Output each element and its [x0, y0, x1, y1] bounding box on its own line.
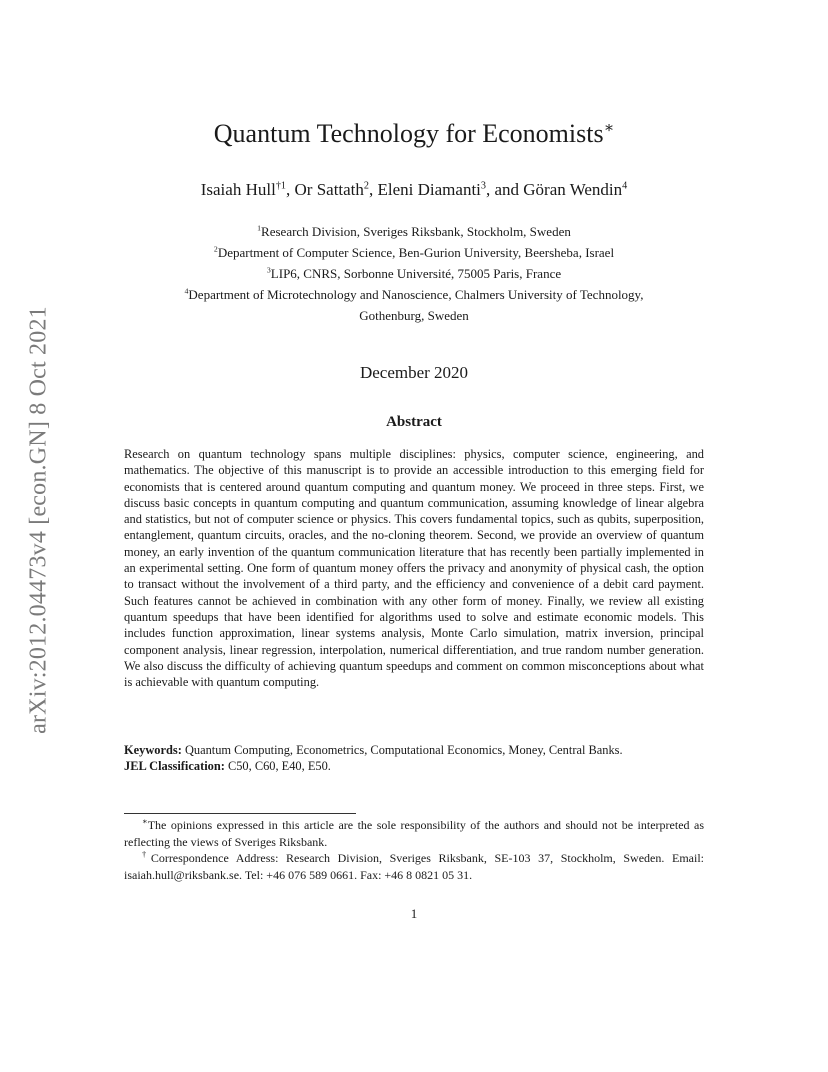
- affiliation: [0, 221, 828, 242]
- footnote-text: The opinions expressed in this article are the sole responsibility of the authors and should not be interpreted as reflecting the views of Sveriges Riksbank.: [124, 818, 704, 849]
- keywords-line: [124, 742, 724, 758]
- affiliation: [0, 263, 828, 284]
- affiliation-mark: 1: [257, 223, 262, 233]
- footnote-mark: ∗: [142, 817, 148, 826]
- publication-date: December 2020: [359, 363, 469, 382]
- author-name: Or Sattath: [294, 180, 364, 199]
- affiliation: [0, 242, 828, 263]
- author-mark: †1: [275, 180, 286, 192]
- affiliation-list: [0, 221, 828, 326]
- author-name: Isaiah Hull: [200, 180, 276, 199]
- author-name: Göran Wendin: [523, 180, 623, 199]
- keywords-text: Quantum Computing, Econometrics, Computational Economics, Money, Central Banks.: [184, 743, 623, 757]
- author-mark: 3: [480, 180, 486, 192]
- author-mark: 2: [363, 180, 369, 192]
- author-name: Eleni Diamanti: [377, 180, 481, 199]
- abstract-heading: Abstract: [386, 414, 442, 430]
- footnote-divider: [124, 813, 356, 814]
- footnote-mark: †: [142, 850, 151, 859]
- footnote-list: [124, 817, 704, 883]
- affiliation-text: Department of Computer Science, Ben-Gurion University, Beersheba, Israel: [217, 245, 615, 260]
- jel-label: JEL Classification:: [124, 759, 225, 774]
- footnote: [124, 817, 704, 850]
- author-separator: ,: [369, 180, 378, 199]
- jel-text: C50, C60, E40, E50.: [227, 759, 331, 774]
- keywords-block: [124, 742, 724, 775]
- author-mark: 4: [622, 180, 628, 192]
- author-list: [0, 178, 828, 202]
- affiliation: [0, 305, 828, 326]
- affiliation-mark: 2: [213, 244, 218, 254]
- title-footnote-mark: ∗: [603, 119, 615, 137]
- affiliation-text: LIP6, CNRS, Sorbonne Université, 75005 Paris, France: [270, 266, 562, 281]
- page-number: 1: [410, 906, 418, 921]
- affiliation-text: Gothenburg, Sweden: [359, 308, 469, 323]
- paper-title: [0, 118, 828, 150]
- abstract-body: Research on quantum technology spans multiple disciplines: physics, computer science, engineering, and mathematics. The objective of this manuscript is to provide an accessible introduction to this emerging field for economists that is centered around quantum computing and quantum money. We proceed in three steps. First, we discuss basic concepts in quantum computing and quantum communication, assuming knowledge of linear algebra and statistics, but not of computer science or physics. This covers fundamental topics, such as qubits, superposition, entanglement, quantum circuits, oracles, and the no-cloning theorem. Second, we provide an overview of quantum money, an early invention of the quantum communication literature that has recently been partially implemented in an experimental setting. One form of quantum money offers the privacy and anonymity of physical cash, the option to transact without the involvement of a third party, and the efficiency and convenience of a debit card payment. Such features cannot be achieved in combination with any other form of money. Finally, we review all existing quantum speedups that have been identified for algorithms used to solve and estimate economic models. This includes function approximation, linear systems analysis, Monte Carlo simulation, matrix inversion, principal component analysis, linear regression, interpolation, numerical differentiation, and true random number generation. We also discuss the difficulty of achieving quantum speedups and comment on common misconceptions about what is achievable with quantum computing.: [124, 447, 704, 690]
- paper-title-text: Quantum Technology for Economists: [213, 119, 604, 148]
- author-separator: , and: [485, 180, 524, 199]
- affiliation: [0, 284, 828, 305]
- footnote-text: Correspondence Address: Research Division, Sveriges Riksbank, SE-103 37, Stockholm, Sweden. Email: isaiah.hull@riksbank.se. Tel: +46 076 589 0661. Fax: +46 8 0821 05 31.: [124, 851, 704, 882]
- affiliation-mark: 3: [266, 265, 271, 275]
- footnote: [124, 850, 704, 883]
- affiliation-text: Department of Microtechnology and Nanoscience, Chalmers University of Technology,: [188, 287, 644, 302]
- arxiv-stamp: arXiv:2012.04473v4 [econ.GN] 8 Oct 2021: [25, 306, 52, 734]
- affiliation-text: Research Division, Sveriges Riksbank, Stockholm, Sweden: [261, 224, 571, 239]
- author-separator: ,: [286, 180, 295, 199]
- affiliation-mark: 4: [184, 286, 189, 296]
- jel-line: [124, 758, 724, 774]
- keywords-label: Keywords:: [124, 743, 182, 757]
